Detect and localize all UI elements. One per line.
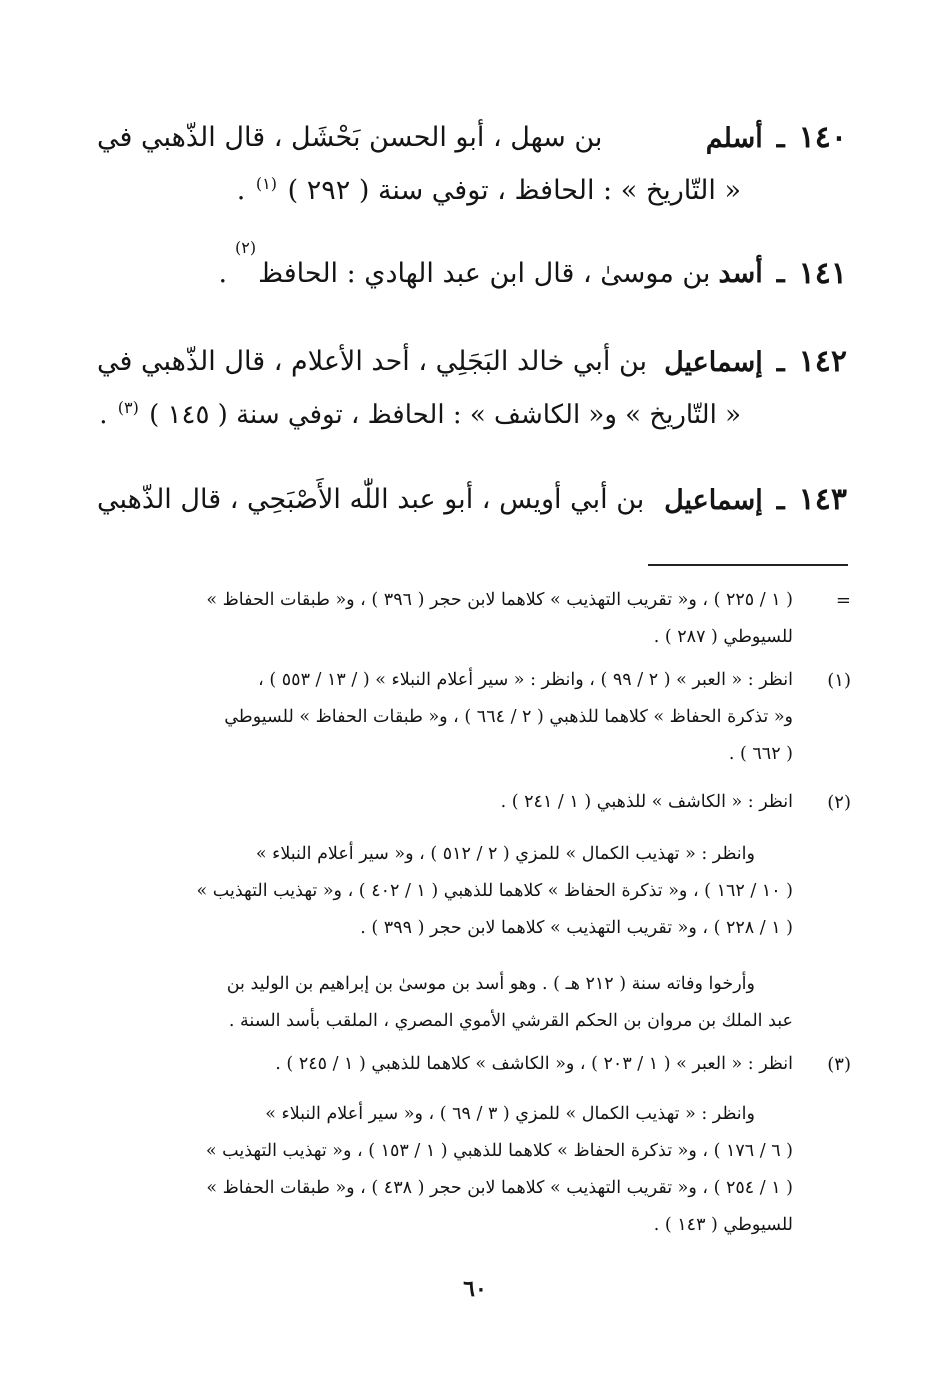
footnote-mark: (٢) [827,792,851,813]
entry-period: . [218,258,228,289]
footnote-ref[interactable]: (١) [255,174,278,193]
entry-period: . [236,175,246,206]
entry-dash: ـ [776,485,785,516]
entry-name: أسلم [705,123,763,154]
footnote-line: وانظر : « تهذيب الكمال » للمزي ( ٢ / ٥١٢ ) ، و« سير أعلام النبلاء » [255,844,755,864]
entry-140 [97,112,847,217]
entry-line [97,336,847,389]
entry-text: « التّاريخ » : الحافظ ، توفي سنة ( ٢٩٢ ) [287,175,741,206]
entry-number: ١٤٣ [798,482,847,517]
entry-dash: ـ [776,347,785,378]
footnote-1 [99,662,851,773]
entry-141 [97,238,847,300]
entry-name: إسماعيل [664,485,763,516]
footnote-separator [648,564,848,566]
page-number: ٦٠ [463,1276,487,1302]
footnote-line: و« تذكرة الحفاظ » كلاهما للذهبي ( ٢ / ٦٦٤ ) ، و« طبقات الحفاظ » للسيوطي [224,707,793,727]
footnote-line: وأرخوا وفاته سنة ( ٢١٢ هـ ) . وهو أسد بن موسىٰ بن إبراهيم بن الوليد بن [226,974,755,994]
footnote-line: ( ١ / ٢٢٥ ) ، و« تقريب التهذيب » كلاهما لابن حجر ( ٣٩٦ ) ، و« طبقات الحفاظ » [206,590,793,610]
entry-143 [97,474,847,527]
entry-name: إسماعيل [664,347,763,378]
footnote-line: ( ١ / ٢٥٤ ) ، و« تقريب التهذيب » كلاهما لابن حجر ( ٤٣٨ ) ، و« طبقات الحفاظ » [206,1178,793,1198]
entry-dash: ـ [776,258,785,289]
entry-text: بن موسىٰ ، قال ابن عبد الهادي : الحافظ [258,258,711,289]
entry-dash: ـ [776,123,785,154]
footnote-mark: = [835,590,851,611]
footnote-line: انظر : « الكاشف » للذهبي ( ١ / ٢٤١ ) . [500,792,793,812]
footnote-line: ( ٦ / ١٧٦ ) ، و« تذكرة الحفاظ » كلاهما للذهبي ( ١ / ١٥٣ ) ، و« تهذيب التهذيب » [205,1141,793,1161]
entry-name: أسد [718,258,763,289]
entry-number: ١٤٢ [798,344,847,379]
entry-line [97,165,847,217]
entry-line [97,112,847,165]
entry-text: بن أبي خالد البَجَلِي ، أحد الأعلام ، قال الذّهبي في [97,346,648,377]
footnote-2-paragraph-2 [99,966,851,1040]
entry-line [97,474,847,527]
footnote-mark: (١) [827,670,851,691]
footnote-3 [99,1046,851,1083]
footnote-2 [99,784,851,821]
footnote-line: وانظر : « تهذيب الكمال » للمزي ( ٣ / ٦٩ ) ، و« سير أعلام النبلاء » [265,1104,755,1124]
footnote-line: عبد الملك بن مروان بن الحكم القرشي الأموي المصري ، الملقب بأسد السنة . [228,1011,793,1031]
footnote-line: ( ١٠ / ١٦٢ ) ، و« تذكرة الحفاظ » كلاهما للذهبي ( ١ / ٤٠٢ ) ، و« تهذيب التهذيب » [196,881,793,901]
footnote-line: للسيوطي ( ٢٨٧ ) . [653,627,793,647]
footnote-3-paragraph-1 [99,1096,851,1244]
entry-number: ١٤١ [798,256,847,291]
entry-line [97,389,847,441]
footnote-line: ( ١ / ٢٢٨ ) ، و« تقريب التهذيب » كلاهما لابن حجر ( ٣٩٩ ) . [360,918,793,938]
entry-period: . [99,400,108,430]
footnote-2-paragraph-1 [99,836,851,947]
entry-text: « التّاريخ » و« الكاشف » : الحافظ ، توفي سنة ( ١٤٥ ) [149,400,741,430]
entry-text: بن أبي أويس ، أبو عبد اللّٰه الأَصْبَحِي ، قال الذّهبي [97,484,645,515]
entry-line [97,238,847,300]
footnote-continued [99,582,851,656]
entry-142 [97,336,847,441]
entry-number: ١٤٠ [798,120,847,155]
footnote-line: انظر : « العبر » ( ١ / ٢٠٣ ) ، و« الكاشف » كلاهما للذهبي ( ١ / ٢٤٥ ) . [275,1054,793,1074]
footnote-line: للسيوطي ( ١٤٣ ) . [653,1215,793,1235]
footnote-line: ( ٦٦٢ ) . [728,744,793,764]
footnote-ref[interactable]: (٣) [117,398,139,418]
footnote-ref[interactable]: (٢) [235,238,257,257]
footnote-mark: (٣) [827,1054,851,1075]
footnote-line: انظر : « العبر » ( ٢ / ٩٩ ) ، وانظر : « سير أعلام النبلاء » ( / ١٣ / ٥٥٣ ) ، [258,670,793,690]
entry-text: بن سهل ، أبو الحسن بَحْشَل ، قال الذّهبي في [97,122,603,153]
